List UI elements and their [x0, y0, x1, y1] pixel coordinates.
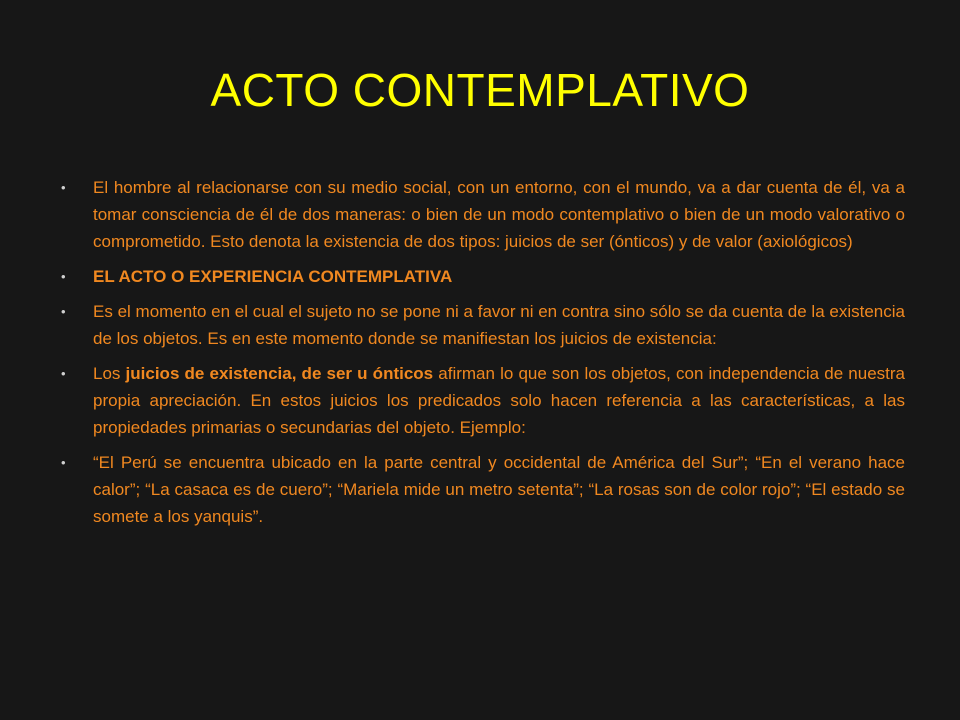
bullet-item [55, 298, 905, 352]
bullet-item [55, 263, 905, 290]
bullet-text-before: Los [93, 364, 126, 383]
bullet-text-after: afirman lo que son los objetos, con independencia de nuestra propia apreciación. En estos juicios los predicados solo hacen referencia a las características, a las propiedades primarias o secundarias del objeto. Ejemplo: [93, 364, 905, 437]
bullet-icon: • [61, 366, 66, 381]
bullet-icon: • [61, 269, 66, 284]
slide-title: ACTO CONTEMPLATIVO [210, 64, 750, 116]
section-heading: EL ACTO O EXPERIENCIA CONTEMPLATIVA [93, 267, 453, 286]
bullet-icon: • [61, 180, 66, 195]
bullet-icon: • [61, 304, 66, 319]
bullet-item [55, 449, 905, 530]
bullet-icon: • [61, 455, 66, 470]
bullet-item [55, 174, 905, 255]
bullet-text: “El Perú se encuentra ubicado en la parte central y occidental de América del Sur”; “En el verano hace calor”; “La casaca es de cuero”; “Mariela mide un metro setenta”; “La rosas son de color rojo”; “El estado se somete a los yanquis”. [93, 453, 905, 526]
bullet-text: Es el momento en el cual el sujeto no se pone ni a favor ni en contra sino sólo se da cuenta de la existencia de los objetos. Es en este momento donde se manifiestan los juicios de existencia: [93, 302, 905, 348]
bullet-text-bold: juicios de existencia, de ser u ónticos [125, 364, 434, 383]
bullet-list [55, 174, 905, 538]
bullet-text: El hombre al relacionarse con su medio social, con un entorno, con el mundo, va a dar cuenta de él, va a tomar consciencia de él de dos maneras: o bien de un modo contemplativo o bien de un modo valorativo o comprometido. Esto denota la existencia de dos tipos: juicios de ser (ónticos) y de valor (axiológicos) [93, 178, 905, 251]
bullet-item [55, 360, 905, 441]
